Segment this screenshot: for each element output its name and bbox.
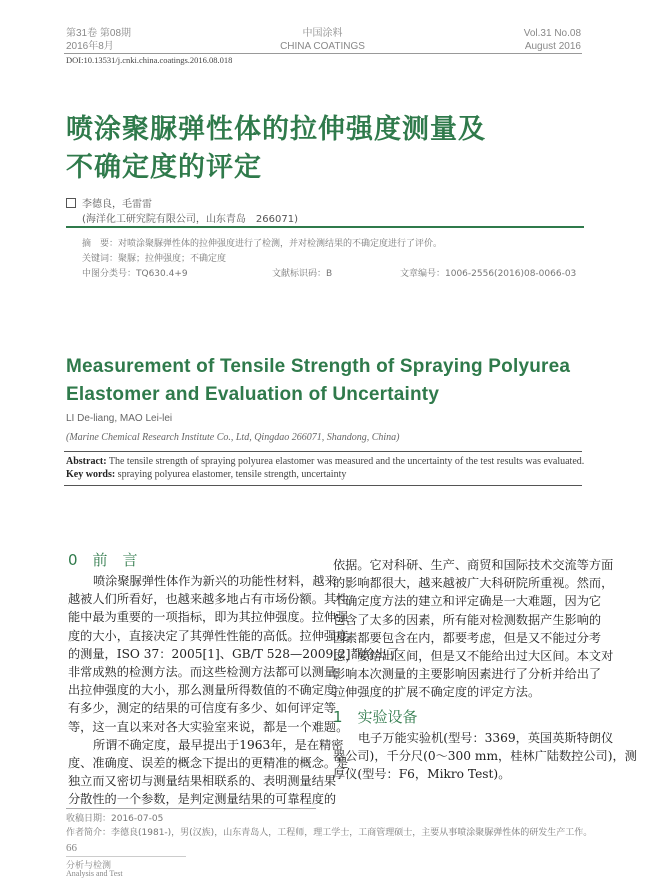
- text-line: 等，这一直以来对各大实验室来说，都是一个难题。: [68, 719, 349, 734]
- section-0-title: 0 前 言: [68, 551, 138, 569]
- journal-name-cn: 中国涂料: [302, 28, 343, 39]
- right-column: [333, 556, 637, 783]
- text-line: 独立而又密切与测量结果相联系的、表明测量结果: [68, 774, 337, 789]
- text-line: 器公司)，千分尺(0～300 mm，桂林广陆数控公司)，测: [333, 748, 637, 763]
- section-1-title: 1 实验设备: [333, 707, 418, 726]
- abstract-bottom-divider: [64, 485, 582, 486]
- authors-cn: 李德良，毛雷雷: [82, 199, 152, 210]
- header-right: [524, 27, 581, 53]
- text-line: 因素都要包含在内，都要考虑，但是又不能过分考: [333, 630, 602, 645]
- title-cn-line-2: 不确定度的评定: [66, 152, 262, 183]
- text-line: 所谓不确定度，最早提出于1963年，是在精密: [93, 737, 344, 752]
- text-line: 电子万能实验机(型号：3369，英国英斯特朗仪: [358, 730, 614, 745]
- document-code: 文献标识码：B: [272, 269, 333, 279]
- text-line: 度的大小，直接决定了其弹性性能的高低。拉伸强度: [68, 628, 349, 643]
- paragraph: [333, 729, 637, 784]
- text-line: 包含了太多的因素，所有能对检测数据产生影响的: [333, 612, 602, 627]
- date-cn: 2016年8月: [66, 41, 114, 52]
- keywords-en: [66, 469, 346, 480]
- date-en: August 2016: [524, 41, 581, 52]
- title-en-line-1: Measurement of Tensile Strength of Spraying Polyurea: [66, 356, 571, 377]
- keywords-en-label: Key words:: [66, 469, 116, 480]
- title-en-line-2: Elastomer and Evaluation of Uncertainty: [66, 384, 440, 405]
- footer-section-cn: 分析与检测: [66, 861, 112, 871]
- keywords-cn: 关键词：聚脲；拉伸强度；不确定度: [82, 254, 227, 264]
- abstract-en: [66, 456, 584, 467]
- text-line: 影响本次测量的主要影响因素进行了分析并给出了: [333, 667, 602, 682]
- header-divider: [64, 53, 582, 54]
- text-line: 能中最为重要的一项指标，即为其拉伸强度。拉伸强: [68, 610, 349, 625]
- page-number: 66: [66, 842, 77, 854]
- square-bullet-icon: [66, 198, 76, 208]
- volume-en: Vol.31 No.08: [523, 28, 581, 39]
- affiliation-en: (Marine Chemical Research Institute Co., Ltd, Qingdao 266071, Shandong, China): [66, 432, 400, 443]
- text-line: 喷涂聚脲弹性体作为新兴的功能性材料，越来: [93, 574, 337, 588]
- text-line: 度、准确度、误差的概念下提出的更精准的概念。是: [68, 755, 349, 770]
- authors-en: LI De-liang, MAO Lei-lei: [66, 413, 173, 424]
- text-line: 厚仪(型号：F6，Mikro Test)。: [333, 766, 511, 781]
- abstract-en-text: The tensile strength of spraying polyurea elastomer was measured and the uncertainty of the test results was evaluated.: [106, 456, 585, 467]
- footnote-divider: [66, 808, 316, 809]
- text-line: 拉伸强度的扩展不确定度的评定方法。: [333, 685, 541, 700]
- text-line: 不确定度方法的建立和评定确是一大难题，因为它: [333, 594, 602, 609]
- author-bio: 作者简介：李德良(1981-)，男(汉族)，山东青岛人，工程师，理工学士，工商管理硕士，主要从事喷涂聚脲弹性体的研发生产工作。: [66, 828, 593, 838]
- text-line: 越被人们所看好，也越来越多地占有市场份额。其性: [68, 592, 349, 607]
- text-line: 虑，要给出区间，但是又不能给出过大区间。本文对: [333, 648, 614, 663]
- clc-number: 中图分类号：TQ630.4+9: [82, 269, 188, 279]
- footer-divider: [66, 856, 186, 857]
- doi: DOI:10.13531/j.cnki.china.coatings.2016.08.018: [66, 55, 233, 65]
- affiliation-cn: (海洋化工研究院有限公司，山东青岛 266071): [82, 214, 298, 225]
- journal-name-en: CHINA COATINGS: [280, 41, 365, 52]
- title-cn-line-1: 喷涂聚脲弹性体的拉伸强度测量及: [66, 114, 486, 145]
- paragraph: [333, 556, 614, 702]
- footer-section-en: Analysis and Test: [66, 869, 123, 878]
- text-line: 有多少，测定的结果的可信度有多少、如何评定等: [68, 701, 337, 716]
- text-line: 依据。它对科研、生产、商贸和国际技术交流等方面: [333, 558, 614, 572]
- received-date: 收稿日期：2016-07-05: [66, 814, 164, 824]
- text-line: 分散性的一个参数，是判定测量结果的可靠程度的: [68, 792, 337, 807]
- volume-cn: 第31卷 第08期: [66, 28, 132, 39]
- text-line: 出拉伸强度的大小，那么测量所得数值的不确定度: [68, 683, 337, 698]
- text-line: 的测量，ISO 37：2005[1]、GB/T 528—2009[2]都给出了: [68, 646, 400, 661]
- abstract-cn: 摘 要：对喷涂聚脲弹性体的拉伸强度进行了检测，并对检测结果的不确定度进行了评价。: [82, 239, 443, 249]
- article-number: 文章编号：1006-2556(2016)08-0066-03: [400, 269, 577, 279]
- text-line: 非常成熟的检测方法。而这些检测方法都可以测量: [68, 664, 337, 679]
- keywords-en-text: spraying polyurea elastomer, tensile strength, uncertainty: [115, 469, 347, 480]
- authors-cn-row: [66, 195, 152, 210]
- abstract-en-label: Abstract:: [66, 456, 107, 467]
- text-line: 的影响都很大，越来越被广大科研院所重视。然而，: [333, 576, 614, 591]
- green-divider: [66, 226, 584, 228]
- paragraph: [68, 736, 349, 809]
- abstract-top-divider: [64, 451, 582, 452]
